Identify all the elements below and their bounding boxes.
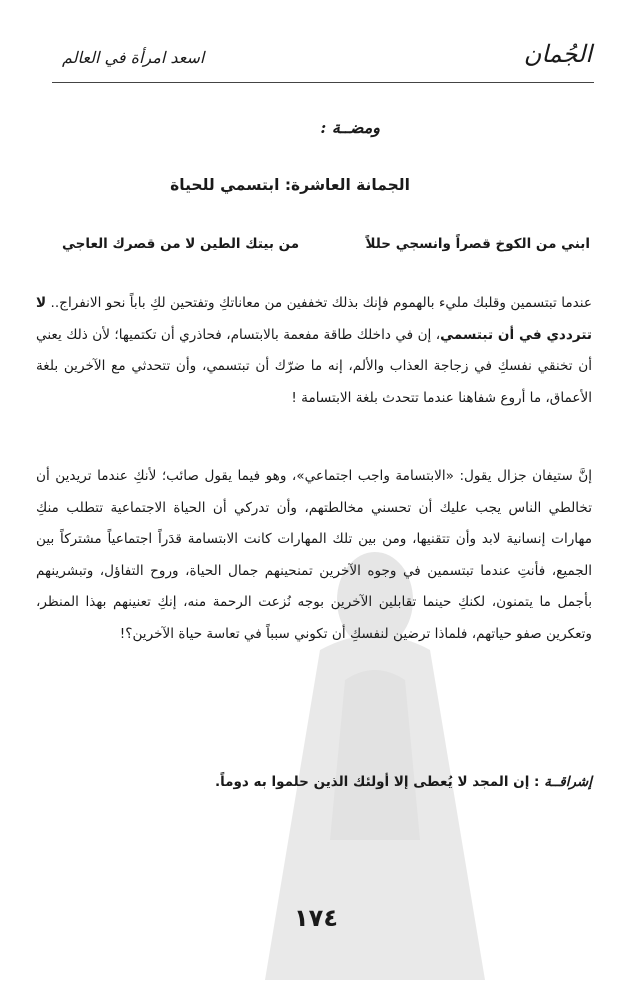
- header-divider: [52, 82, 594, 83]
- chapter-title: الجمانة العاشرة: ابتسمي للحياة: [170, 176, 410, 194]
- paragraph-1-part-1: عندما تبتسمين وقلبك مليء بالهموم فإنك بذلك تخففين من معاناتكِ وتفتحين لكِ باباً نحو الانفراج..: [46, 295, 592, 311]
- section-label: ومضــة :: [320, 118, 380, 137]
- paragraph-1: [36, 288, 592, 414]
- header-book-title: اسعد امرأة في العالم: [62, 48, 205, 67]
- page-number: ١٧٤: [294, 904, 338, 932]
- ishraqa-text: : إن المجد لا يُعطى إلا أولئك الذين حلموا به دوماً.: [214, 774, 540, 790]
- header-series-title: الجُمان: [523, 40, 592, 68]
- ishraqa-quote: [40, 774, 592, 790]
- verse-second-hemistich: من بيتك الطين لا من قصرك العاجي: [62, 236, 300, 252]
- paragraph-2: إنَّ ستيفان جزال يقول: «الابتسامة واجب اجتماعي»، وهو فيما يقول صائب؛ لأنكِ عندما تريدين أن تخالطي الناس يجب عليك أن تحسني مخالطتهم، وأن تدركي أن الحياة الاجتماعية تتطلب منكِ مهارات إنسانية لابد وأن تتقنيها، ومن بين تلك المهارات كانت الابتسامة قدَراً اجتماعياً مشتركاً بين الجميع، فأنتِ عندما تبتسمين في وجوه الآخرين تمنحينهم جمال الحياة، وروح التفاؤل، وتبشرينهم بأجمل ما يتمنون، لكنكِ حينما تقابلين الآخرين بوجه نُزعت الرحمة منه، إنكِ تعنينهم بهذا المنظر، وتعكرين صفو حياتهم، فلماذا ترضين لنفسكِ أن تكوني سبباً في تعاسة حياة الآخرين؟!: [36, 468, 592, 642]
- ishraqa-label: إشراقــة: [544, 774, 592, 790]
- verse-first-hemistich: ابني من الكوخ قصراً وانسجي حللاً: [365, 236, 590, 252]
- paragraph-1-highlight: لا تترددي في أن تبتسمي: [36, 295, 592, 343]
- paragraph-1-part-2: ، إن في داخلك طاقة مفعمة بالابتسام، فحاذري أن تكتميها؛ لأن ذلك يعني أن تخنقي نفسكِ في زجاجة العذاب والألم، إنه ما ضرّك أن تبتسمي، وأن تتحدثي مع الآخرين بلغة الأعماق، ما أروع شفاهنا عندما تتحدث بلغة الابتسامة !: [36, 326, 592, 406]
